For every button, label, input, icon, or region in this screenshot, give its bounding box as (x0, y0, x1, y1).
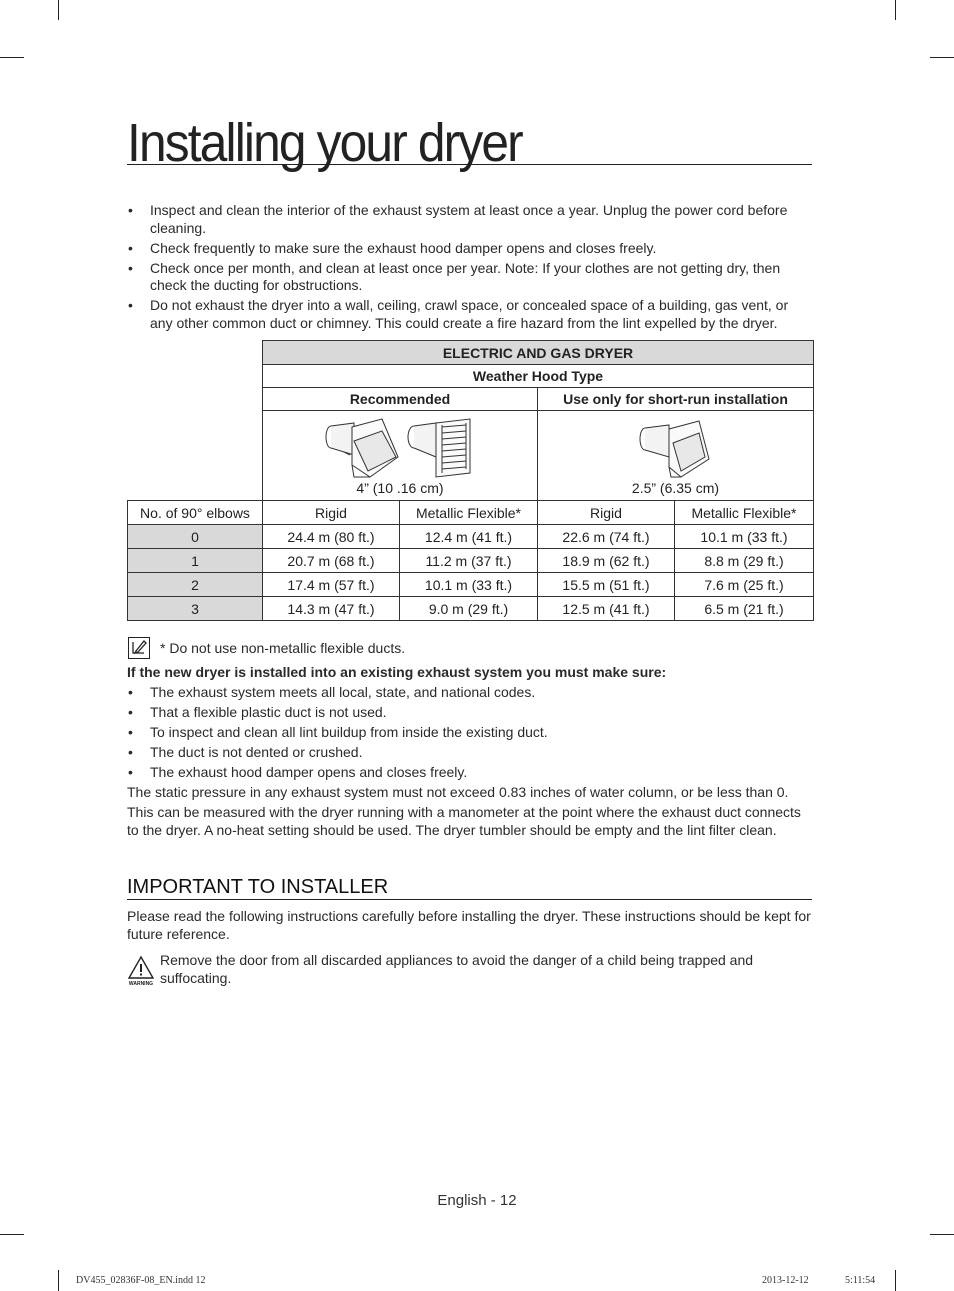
table-cell: 8.8 m (29 ft.) (675, 549, 814, 573)
table-cell: 9.0 m (29 ft.) (400, 597, 538, 621)
column-header: Metallic Flexible* (400, 501, 538, 525)
crop-mark (930, 1234, 954, 1235)
existing-system-bullets (127, 684, 812, 784)
list-item: • Check once per month, and clean at least once per year. Note: If your clothes are not getting dry, then check the ducting for obstructions. (127, 260, 812, 295)
table-cell: 20.7 m (68 ft.) (263, 549, 400, 573)
maintenance-bullets (127, 202, 812, 335)
table-row (128, 573, 814, 597)
list-item: • The exhaust system meets all local, state, and national codes. (127, 684, 812, 702)
elbow-count: 3 (128, 597, 263, 621)
elbow-count: 0 (128, 525, 263, 549)
table-cell: 22.6 m (74 ft.) (538, 525, 675, 549)
table-cell: 24.4 m (80 ft.) (263, 525, 400, 549)
column-header: Rigid (538, 501, 675, 525)
table-cell: 18.9 m (62 ft.) (538, 549, 675, 573)
slug-date: 2013-12-12 (762, 1275, 809, 1286)
short-run-size: 2.5” (6.35 cm) (631, 480, 720, 496)
list-item: • To inspect and clean all lint buildup from inside the existing duct. (127, 724, 812, 742)
warning-text: Remove the door from all discarded appliances to avoid the danger of a child being trapped and suffocating. (160, 952, 754, 986)
flapper-hood-icon (637, 417, 715, 481)
table-row (128, 549, 814, 573)
crop-mark (930, 57, 954, 58)
short-run-header: Use only for short-run installation (538, 388, 814, 411)
slug-filename: DV455_02836F-08_EN.indd 12 (76, 1275, 206, 1286)
slotted-hood-icon (406, 417, 476, 481)
table-title: ELECTRIC AND GAS DRYER (263, 341, 814, 365)
page-title: Installing your dryer (127, 112, 812, 165)
crop-mark (58, 1270, 59, 1291)
section-heading: IMPORTANT TO INSTALLER (127, 874, 812, 900)
louvered-hood-icon (324, 417, 402, 481)
crop-mark (0, 57, 24, 58)
table-cell: 11.2 m (37 ft.) (400, 549, 538, 573)
crop-mark (0, 1234, 24, 1235)
slug-time: 5:11:54 (845, 1275, 876, 1286)
recommended-size: 4” (10 .16 cm) (356, 480, 444, 496)
table-row (128, 525, 814, 549)
table-cell: 12.4 m (41 ft.) (400, 525, 538, 549)
column-header: Metallic Flexible* (675, 501, 814, 525)
warning-label: WARNING (128, 981, 154, 987)
table-subtitle: Weather Hood Type (263, 365, 814, 388)
elbow-count: 1 (128, 549, 263, 573)
crop-mark (895, 1270, 896, 1291)
static-pressure-text: The static pressure in any exhaust system must not exceed 0.83 inches of water column, or be less than 0. (127, 784, 789, 800)
recommended-header: Recommended (263, 388, 538, 411)
table-row (128, 597, 814, 621)
table-cell: 15.5 m (51 ft.) (538, 573, 675, 597)
measurement-text: This can be measured with the dryer running with a manometer at the point where the exhaust duct connects to the dryer. A no-heat setting should be used. The dryer tumbler should be empty and the lint filter clean. (127, 804, 801, 838)
installer-intro: Please read the following instructions carefully before installing the dryer. These instructions should be kept for future reference. (127, 908, 811, 942)
list-item: • The exhaust hood damper opens and closes freely. (127, 764, 812, 782)
list-item: • Do not exhaust the dryer into a wall, ceiling, crawl space, or concealed space of a building, gas vent, or any other common duct or chimney. This could create a fire hazard from the lint expelled by the dryer. (127, 297, 812, 332)
page-number: English - 12 (437, 1192, 517, 1209)
elbow-count: 2 (128, 573, 263, 597)
list-item: • The duct is not dented or crushed. (127, 744, 812, 762)
table-cell: 14.3 m (47 ft.) (263, 597, 400, 621)
list-item: • Inspect and clean the interior of the exhaust system at least once a year. Unplug the power cord before cleaning. (127, 202, 812, 237)
recommended-hood-cell (263, 411, 538, 501)
warning-icon (127, 955, 155, 989)
short-run-hood-cell (538, 411, 814, 501)
table-cell: 6.5 m (21 ft.) (675, 597, 814, 621)
list-item: • That a flexible plastic duct is not used. (127, 704, 812, 722)
table-cell: 7.6 m (25 ft.) (675, 573, 814, 597)
note-text: * Do not use non-metallic flexible ducts. (160, 640, 406, 656)
table-cell: 10.1 m (33 ft.) (400, 573, 538, 597)
elbows-column-header: No. of 90° elbows (128, 501, 263, 525)
note-icon (128, 637, 150, 659)
crop-mark (58, 0, 59, 20)
crop-mark (895, 0, 896, 20)
table-cell: 10.1 m (33 ft.) (675, 525, 814, 549)
duct-length-table (127, 340, 814, 621)
table-cell: 17.4 m (57 ft.) (263, 573, 400, 597)
table-cell: 12.5 m (41 ft.) (538, 597, 675, 621)
existing-system-heading: If the new dryer is installed into an existing exhaust system you must make sure: (127, 664, 667, 680)
list-item: • Check frequently to make sure the exhaust hood damper opens and closes freely. (127, 240, 812, 258)
column-header: Rigid (263, 501, 400, 525)
